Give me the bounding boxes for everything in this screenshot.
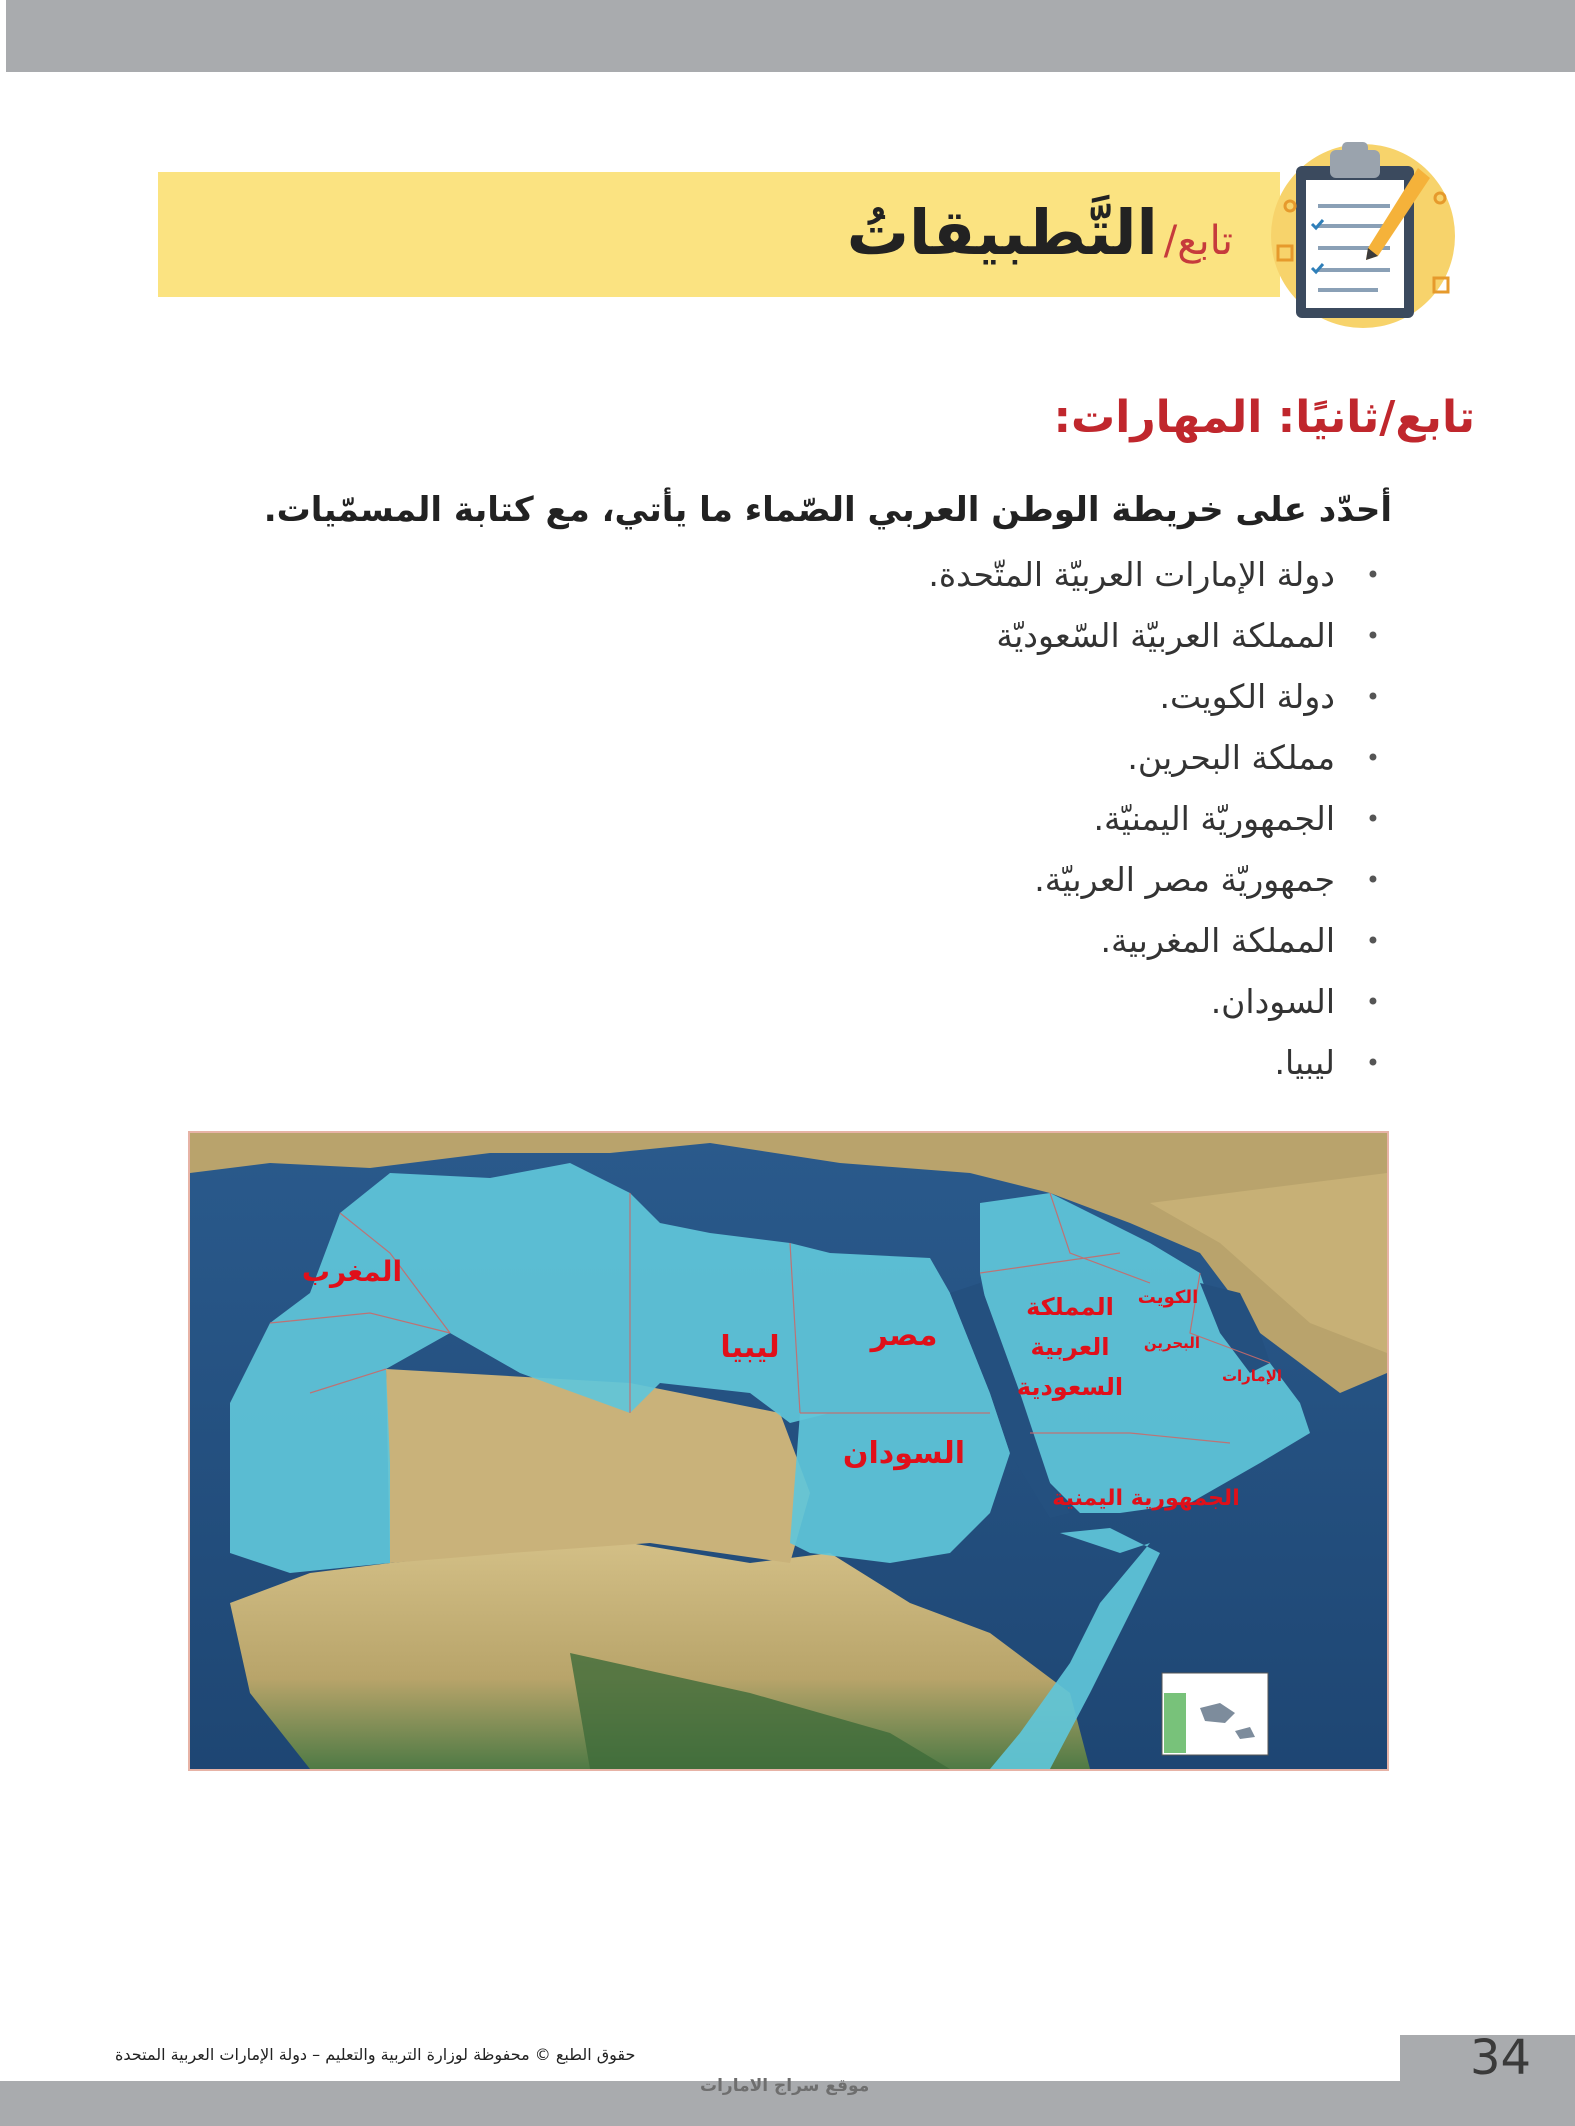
- page-title: [847, 196, 1233, 269]
- instruction-text: أحدّد على خريطة الوطن العربي الصّماء ما يأتي، مع كتابة المسمّيات.: [263, 490, 1392, 530]
- list-item: • المملكة العربيّة السّعوديّة: [928, 611, 1335, 672]
- clipboard-checklist-icon: [1268, 128, 1458, 338]
- country-list: [928, 550, 1335, 1099]
- map-label-uae: الإمارات: [1221, 1367, 1283, 1385]
- section-heading: تابع/ثانيًا: المهارات:: [1053, 392, 1475, 443]
- watermark-text: موقع سراج الامارات: [700, 2076, 870, 2096]
- page-number: 34: [1470, 2030, 1532, 2086]
- map-label-saudi-line2: العربية: [1030, 1333, 1110, 1361]
- map-label-saudi-line3: السعودية: [1016, 1373, 1124, 1401]
- list-item: • دولة الإمارات العربيّة المتّحدة.: [928, 550, 1335, 611]
- list-item: • جمهوريّة مصر العربيّة.: [928, 855, 1335, 916]
- page-title-prefix: تابع/: [1163, 218, 1233, 264]
- map-label-morocco: المغرب: [301, 1255, 403, 1288]
- map-label-yemen: الجمهورية اليمنية: [1052, 1486, 1240, 1511]
- list-item: • ليبيا.: [928, 1038, 1335, 1099]
- list-item: • المملكة المغربية.: [928, 916, 1335, 977]
- copyright-text: حقوق الطبع © محفوظة لوزارة التربية والتعليم – دولة الإمارات العربية المتحدة: [115, 2045, 636, 2064]
- arab-world-map: [188, 1131, 1389, 1771]
- list-item: • مملكة البحرين.: [928, 733, 1335, 794]
- list-item: • دولة الكويت.: [928, 672, 1335, 733]
- map-label-kuwait: الكويت: [1137, 1287, 1199, 1308]
- list-item: • السودان.: [928, 977, 1335, 1038]
- map-label-libya: ليبيا: [720, 1330, 780, 1365]
- top-bar: [6, 0, 1575, 72]
- map-label-sudan: السودان: [842, 1436, 966, 1471]
- map-label-saudi-line1: المملكة: [1026, 1293, 1114, 1321]
- map-label-egypt: مصر: [870, 1318, 938, 1353]
- page-title-main: التَّطبيقاتُ: [846, 196, 1158, 269]
- map-label-bahrain: البحرين: [1143, 1334, 1201, 1352]
- list-item: • الجمهوريّة اليمنيّة.: [928, 794, 1335, 855]
